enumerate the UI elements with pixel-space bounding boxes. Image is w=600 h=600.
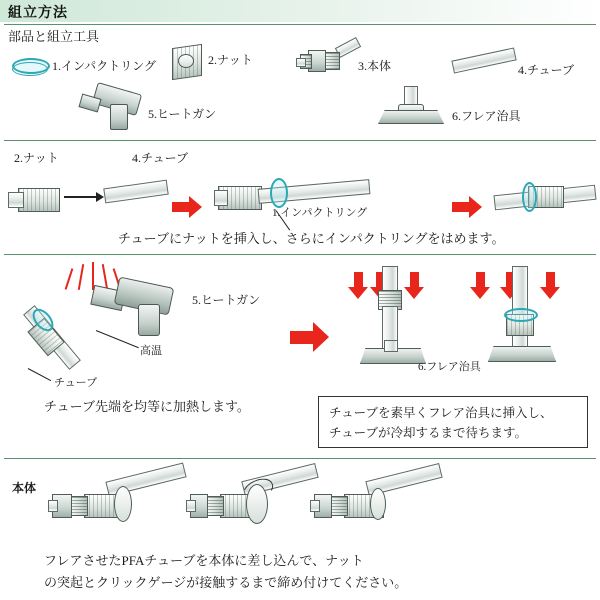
page-title: 組立方法 [8,6,68,21]
step1-label-nut: 2.ナット [14,151,59,165]
step1-figure-a [8,176,168,220]
step2-callout [318,396,588,448]
step2-caption: チューブ先端を均等に加熱します。 [44,399,250,414]
section-rule-3 [4,458,596,459]
nut-icon [170,44,204,78]
step2-label-jig: 6.フレア治具 [418,361,481,373]
section-rule-1 [4,140,596,141]
step3-caption-line-1: フレアさせたPFAチューブを本体に差し込んで、ナット [44,553,364,568]
step2-label-hot: 高温 [140,345,162,357]
step3-figure-b [186,468,316,538]
parts-heading: 部品と組立工具 [8,29,100,44]
step2-label-tube: チューブ [54,377,98,389]
step3-figure-a [48,468,184,538]
step1-caption: チューブにナットを挿入し、さらにインパクトリングをはめます。 [118,231,505,246]
parts-label-6: 6.フレア治具 [452,109,521,123]
step2-label-gun: 5.ヒートガン [192,293,261,307]
ring-icon [12,56,48,76]
step1-label-tube: 4.チューブ [132,151,189,165]
header-band [0,0,600,22]
step1-figure-c [494,172,598,220]
parts-label-3: 3.本体 [358,59,392,73]
parts-label-1: 1.インパクトリング [52,59,156,73]
tube-icon [452,46,516,72]
step3-label-body: 本体 [12,481,37,495]
body-fitting-icon [300,40,362,82]
heat-gun-figure [92,282,178,338]
callout-line-2: チューブが冷却するまで待ちます。 [329,426,528,440]
callout-line-1: チューブを素早くフレア治具に挿入し、 [329,406,553,420]
step1-red-arrow-2 [452,196,484,218]
parts-label-4: 4.チューブ [518,63,575,77]
parts-label-5: 5.ヒートガン [148,107,217,121]
step2-red-arrow [290,322,330,352]
step2-tube-figure [8,300,88,380]
step3-caption-line-2: の突起とクリックゲージが接触するまで締め付けてください。 [44,575,408,590]
step1-red-arrow-1 [172,196,204,218]
flare-jig-figure-2 [488,266,568,376]
flare-jig-icon [378,86,444,126]
step3-figure-c [312,468,442,538]
heat-gun-icon [80,88,150,130]
header-rule [4,24,596,25]
step1-label-ring: 1.インパクトリング [272,207,368,219]
parts-label-2: 2.ナット [208,53,253,67]
down-arrow-4 [470,272,490,300]
section-rule-2 [4,254,596,255]
